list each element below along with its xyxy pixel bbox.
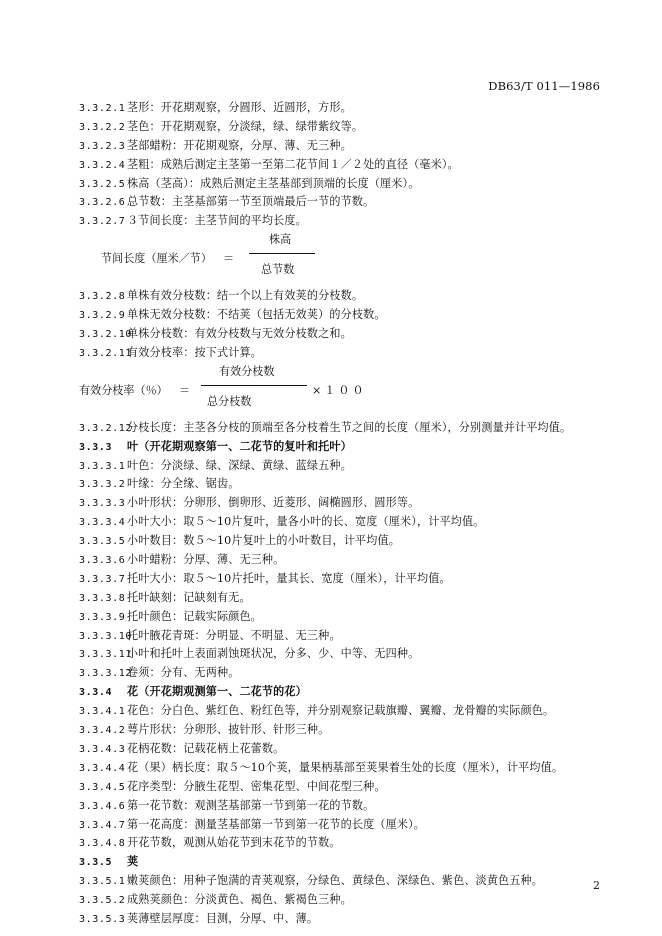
clause-line [79, 513, 609, 532]
clause-number: 3.3.3.6 [79, 555, 126, 567]
section-heading [79, 438, 609, 457]
clause-number: 3.3.4.2 [79, 725, 126, 737]
clause-line [79, 834, 609, 853]
clause-line [79, 627, 609, 646]
clause-number: 3.3.4.6 [79, 800, 126, 812]
clause-number: 3.3.4.8 [79, 838, 126, 850]
clause-text: 有效分枝率：按下式计算。 [127, 345, 262, 359]
clause-text: 荚 [127, 855, 139, 869]
section-heading [79, 683, 609, 702]
clause-text: 花色：分白色、紫红色、粉红色等，并分别观察记载旗瓣、翼瓣、龙骨瓣的实际颜色。 [127, 704, 555, 718]
clause-line [79, 645, 609, 664]
clause-line [79, 287, 609, 306]
clause-number: 3.3.2.4 [79, 159, 126, 171]
clause-line [79, 419, 609, 438]
formula-lhs: 节间长度（厘米／节） [101, 252, 212, 266]
clause-text: 茎部蜡粉：开花期观察，分厚、薄、无三种。 [127, 138, 352, 152]
clause-text: 第一花高度：测量茎基部第一节到第一花节的长度（厘米）。 [127, 817, 426, 831]
clause-line [79, 721, 609, 740]
clause-number: 3.3.2.6 [79, 197, 126, 209]
page-content [79, 99, 609, 929]
clause-text: 托叶大小：取５～10片托叶，量其长、宽度（厘米），计平均值。 [127, 571, 451, 585]
clause-number: 3.3.2.11 [79, 347, 132, 359]
clause-text: 叶色：分淡绿、绿、深绿、黄绿、蓝绿五种。 [127, 458, 352, 472]
clause-text: 小叶数目：数５～10片复叶上的小叶数目，计平均值。 [127, 534, 401, 548]
clause-line [79, 589, 609, 608]
clause-line [79, 759, 609, 778]
clause-line [79, 778, 609, 797]
clause-text: 托叶缺刻：记缺刻有无。 [127, 590, 251, 604]
clause-number: 3.3.2.2 [79, 121, 126, 133]
clause-line [79, 156, 609, 175]
clause-text: 嫩荚颜色：用种子饱满的青荚观察，分绿色、黄绿色、深绿色、紫色、淡黄色五种。 [127, 874, 544, 888]
clause-line [79, 175, 609, 194]
leaf-flower-pod-lines [79, 419, 609, 929]
clause-number: 3.3.5.3 [79, 913, 126, 925]
clause-number: 3.3.3.3 [79, 498, 126, 510]
clause-text: 卷须：分有、无两种。 [127, 666, 240, 680]
clause-line [79, 99, 609, 118]
clause-number: 3.3.4.4 [79, 762, 126, 774]
clause-text: 成熟荚颜色：分淡黄色、褐色、紫褐色三种。 [127, 893, 352, 907]
clause-line [79, 137, 609, 156]
clause-text: 托叶腋花青斑：分明显、不明显、无三种。 [127, 628, 341, 642]
clause-line [79, 608, 609, 627]
clause-text: 花柄花数：记载花柄上花蕾数。 [127, 741, 285, 755]
clause-text: 叶（开花期观察第一、二花节的复叶和托叶） [127, 439, 352, 453]
clause-text: 小叶和托叶上表面剥蚀斑状况，分多、少、中等、无四种。 [127, 647, 420, 661]
clause-line [79, 816, 609, 835]
clause-line [79, 910, 609, 929]
clause-line [79, 118, 609, 137]
clause-number: 3.3.3.7 [79, 573, 126, 585]
formula-denominator: 总节数 [261, 263, 295, 277]
clause-text: 单株分枝数：有效分枝数与无效分枝数之和。 [127, 327, 352, 341]
formula-numerator: 株高 [269, 233, 292, 247]
clause-line [79, 212, 609, 231]
clause-number: 3.3.3.12 [79, 668, 132, 680]
clause-number: 3.3.3.1 [79, 460, 126, 472]
clause-number: 3.3.4.5 [79, 781, 126, 793]
clause-line [79, 532, 609, 551]
clause-number: 3.3.4.1 [79, 706, 126, 718]
section-heading [79, 853, 609, 872]
clause-text: 小叶形状：分卵形、倒卵形、近菱形、阔椭圆形、圆形等。 [127, 496, 420, 510]
clause-number: 3.3.3.8 [79, 592, 126, 604]
clause-number: 3.3.5.1 [79, 876, 126, 888]
clause-text: 茎粗：成熟后测定主茎第一至第二花节间１／２处的直径（毫米）。 [127, 157, 459, 171]
fraction-bar [249, 253, 315, 254]
clause-text: 荚薄壁层厚度：目测，分厚、中、薄。 [127, 911, 319, 925]
document-code: DB63/T 011—1986 [488, 79, 600, 93]
clause-text: 单株有效分枝数：结一个以上有效荚的分枝数。 [127, 289, 364, 303]
formula-equals: ＝ [179, 383, 191, 397]
clause-number: 3.3.2.12 [79, 422, 132, 434]
clause-line [79, 702, 609, 721]
clause-number: 3.3.3.9 [79, 611, 126, 623]
clause-text: 株高（茎高）：成熟后测定主茎基部到顶端的长度（厘米）。 [127, 176, 420, 190]
clause-text: 总节数：主茎基部第一节至顶端最后一节的节数。 [127, 195, 375, 209]
clause-line [79, 664, 609, 683]
clause-number: 3.3.5 [79, 857, 113, 869]
formula-denominator: 总分枝数 [207, 394, 252, 408]
clause-line [79, 193, 609, 212]
clause-text: 托叶颜色：记载实际颜色。 [127, 609, 262, 623]
clause-number: 3.3.4 [79, 687, 113, 699]
clause-text: ３节间长度：主茎节间的平均长度。 [127, 214, 307, 228]
clause-number: 3.3.2.8 [79, 291, 126, 303]
stem-section-lines [79, 99, 609, 231]
formula-lhs: 有效分枝率（％） [79, 383, 168, 397]
clause-line [79, 570, 609, 589]
formula-numerator: 有效分枝数 [219, 364, 275, 378]
effective-branch-rate-formula [79, 363, 609, 419]
fraction-bar [201, 385, 307, 386]
clause-line [79, 457, 609, 476]
clause-line [79, 740, 609, 759]
formula-multiplier: ×１００ [312, 383, 367, 397]
clause-number: 3.3.4.3 [79, 743, 126, 755]
clause-line [79, 475, 609, 494]
clause-number: 3.3.3 [79, 441, 113, 453]
clause-line [79, 797, 609, 816]
clause-text: 分枝长度：主茎各分枝的顶端至各分枝着生节之间的长度（厘米），分别测量并计平均值。 [127, 420, 572, 434]
clause-line [79, 891, 609, 910]
clause-text: 花（果）柄长度：取５～10个荚，量果柄基部至荚果着生处的长度（厘米），计平均值。 [127, 760, 564, 774]
clause-text: 花（开花期观测第一、二花节的花） [127, 685, 307, 699]
clause-line [79, 344, 609, 363]
clause-line [79, 872, 609, 891]
formula-equals: ＝ [223, 252, 235, 266]
clause-number: 3.3.3.10 [79, 630, 132, 642]
clause-text: 叶缘：分全缘、锯齿。 [127, 477, 240, 491]
clause-text: 小叶蜡粉：分厚、薄、无三种。 [127, 553, 285, 567]
clause-text: 单株无效分枝数：不结荚（包括无效荚）的分枝数。 [127, 308, 386, 322]
clause-number: 3.3.3.4 [79, 517, 126, 529]
clause-line [79, 306, 609, 325]
clause-number: 3.3.3.11 [79, 649, 132, 661]
clause-text: 第一花节数：观测茎基部第一节到第一花的节数。 [127, 798, 375, 812]
page-number: 2 [593, 879, 600, 892]
clause-number: 3.3.3.5 [79, 536, 126, 548]
clause-number: 3.3.2.5 [79, 178, 126, 190]
clause-number: 3.3.2.3 [79, 140, 126, 152]
clause-text: 茎色：开花期观察，分淡绿，绿、绿带紫纹等。 [127, 119, 364, 133]
clause-text: 小叶大小：取５～10片复叶，量各小叶的长、宽度（厘米），计平均值。 [127, 515, 485, 529]
clause-number: 3.3.3.2 [79, 479, 126, 491]
clause-text: 茎形：开花期观察，分圆形、近圆形，方形。 [127, 101, 352, 114]
clause-number: 3.3.2.1 [79, 103, 126, 114]
clause-number: 3.3.4.7 [79, 819, 126, 831]
clause-text: 萼片形状：分卵形、披针形、针形三种。 [127, 723, 330, 737]
clause-number: 3.3.5.2 [79, 895, 126, 907]
clause-number: 3.3.2.7 [79, 216, 126, 228]
clause-number: 3.3.2.9 [79, 310, 126, 322]
clause-line [79, 551, 609, 570]
clause-line [79, 494, 609, 513]
internode-length-formula [79, 231, 609, 287]
clause-text: 开花节数，观测从始花节到末花节的节数。 [127, 836, 341, 850]
branch-section-lines [79, 287, 609, 363]
clause-number: 3.3.2.10 [79, 329, 132, 341]
clause-text: 花序类型：分腋生花型、密集花型、中间花型三种。 [127, 779, 386, 793]
clause-line [79, 325, 609, 344]
